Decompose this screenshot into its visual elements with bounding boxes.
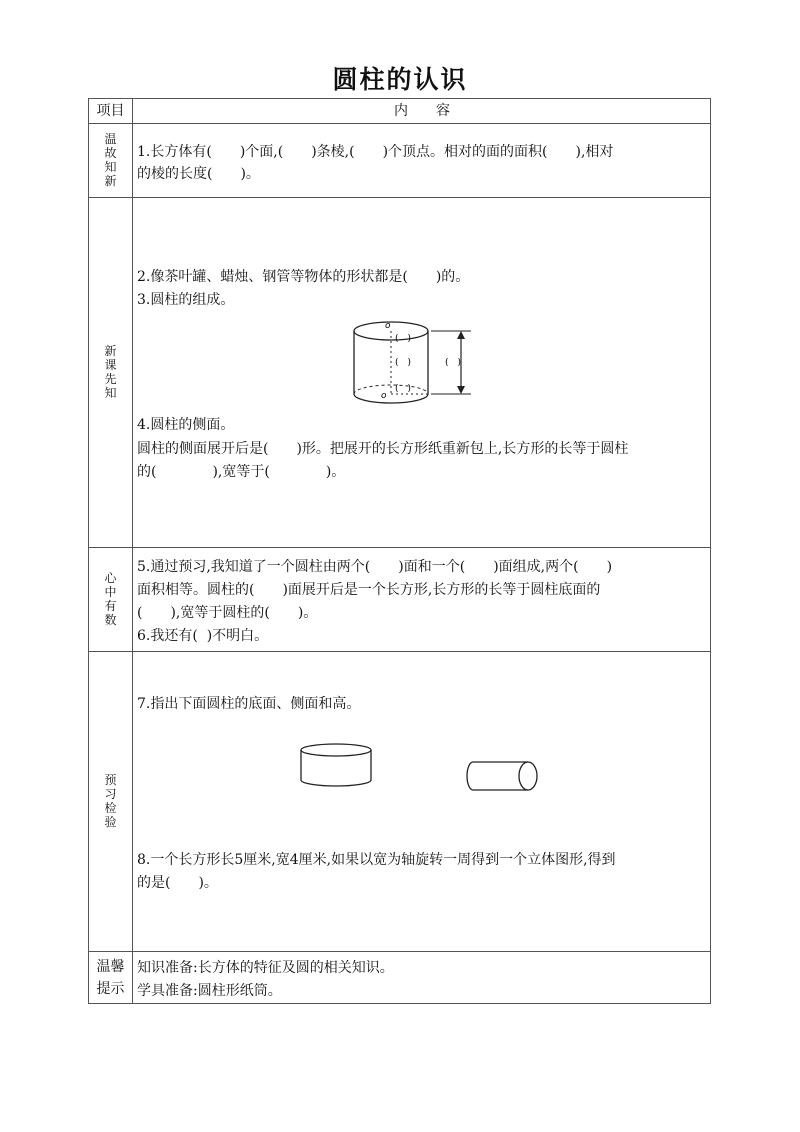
blank-bottom-face: ( ) [395,384,412,394]
question-line: 2.像茶叶罐、蜡烛、钢管等物体的形状都是( )的。 [137,269,470,285]
section-label-summary: 心 中 有 数 [104,571,117,627]
column-divider [132,99,133,1003]
cylinder-labeled-diagram [349,319,479,414]
question-line: 4.圆柱的侧面。 [137,417,235,433]
section-label-learn: 新 课 先 知 [104,344,117,400]
blank-height: ( ) [445,358,462,368]
question-line: 8.一个长方形长5厘米,宽4厘米,如果以宽为轴旋转一周得到一个立体图形,得到 [137,852,616,868]
tip-line: 知识准备:长方体的特征及圆的相关知识。 [137,960,394,976]
question-line: 3.圆柱的组成。 [137,292,235,308]
worksheet-table [88,98,711,1004]
bottom-center-label: o [381,391,387,401]
row-divider [89,123,710,124]
question-line: 7.指出下面圆柱的底面、侧面和高。 [137,696,361,712]
header-content: 内 容 [394,103,450,119]
row-divider [89,951,710,952]
question-line: 的是( )。 [137,875,218,891]
blank-side: ( ) [395,358,412,368]
question-line: 1.长方体有( )个面,( )条棱,( )个顶点。相对的面的面积( ),相对 [137,144,614,160]
tip-line: 学具准备:圆柱形纸筒。 [137,983,282,999]
row-divider [89,197,710,198]
question-line: 的( ),宽等于( )。 [137,464,346,480]
question-line: 6.我还有( )不明白。 [137,628,269,644]
question-line: 5.通过预习,我知道了一个圆柱由两个( )面和一个( )面组成,两个( ) [137,559,613,575]
section-label-check: 预 习 检 验 [104,773,117,829]
page-title: 圆柱的认识 [332,65,468,94]
section-label-review: 温 故 知 新 [104,132,117,188]
header-item: 项目 [96,103,125,119]
question-line: ( ),宽等于圆柱的( )。 [137,605,318,621]
section-label-tips: 温馨 提示 [96,959,125,997]
top-center-label: o [385,321,391,331]
question-line: 圆柱的侧面展开后是( )形。把展开的长方形纸重新包上,长方形的长等于圆柱 [137,441,629,457]
question-line: 的棱的长度( )。 [137,166,260,182]
question-line: 面积相等。圆柱的( )面展开后是一个长方形,长方形的长等于圆柱底面的 [137,582,601,598]
blank-top-face: ( ) [395,334,412,344]
row-divider [89,547,710,548]
lying-cylinder-figure [465,759,545,795]
row-divider [89,651,710,652]
upright-cylinder-figure [299,742,375,790]
